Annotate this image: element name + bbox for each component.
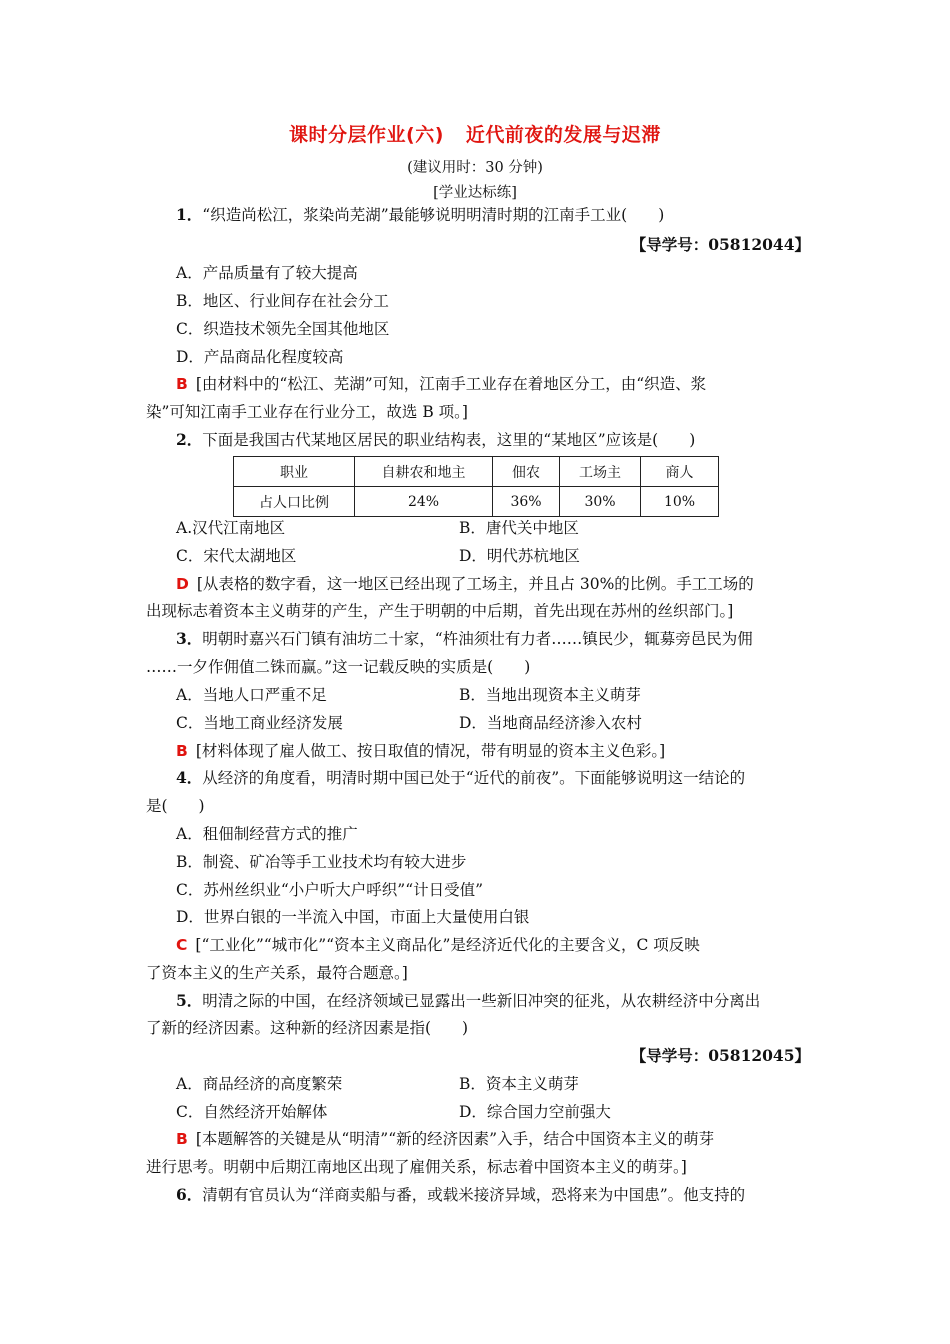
q4-option-c: C．苏州丝织业“小户听大户呼织”“计日受值” xyxy=(176,881,484,899)
section-heading: [学业达标练] xyxy=(433,185,517,201)
title-part2: 近代前夜的发展与迟滞 xyxy=(465,124,661,146)
q2-explanation-cont: 出现标志着资本主义萌芽的产生，产生于明朝的中后期，首先出现在苏州的丝织部门。] xyxy=(146,602,734,620)
q2-option-c: C．宋代太湖地区 xyxy=(176,547,297,565)
q3-answer: B xyxy=(176,742,188,760)
table-header-cell: 佃农 xyxy=(493,457,560,487)
q1-option-d: D．产品商品化程度较高 xyxy=(176,348,344,366)
question-3-stem: 3．明朝时嘉兴石门镇有油坊二十家，“杵油须壮有力者……镇民少，辄募旁邑民为佣 xyxy=(176,629,753,648)
q2-answer: D xyxy=(176,575,189,593)
q3-explanation: B [材料体现了雇人做工、按日取值的情况，带有明显的资本主义色彩。] xyxy=(176,742,666,760)
table-header-cell: 职业 xyxy=(234,457,355,487)
title-part1: 课时分层作业(六) xyxy=(289,124,444,146)
q1-option-a: A．产品质量有了较大提高 xyxy=(176,264,358,282)
q1-explanation-cont: 染”可知江南手工业存在行业分工，故选 B 项。] xyxy=(146,403,468,421)
q1-answer: B xyxy=(176,375,188,393)
q5-answer: B xyxy=(176,1130,188,1148)
guide-code-1: 【导学号：05812044】 xyxy=(630,235,810,254)
q4-option-a: A．租佃制经营方式的推广 xyxy=(176,825,358,843)
q2-option-a: A.汉代江南地区 xyxy=(176,519,286,537)
q3-option-c: C．当地工商业经济发展 xyxy=(176,714,343,732)
q3-option-a: A．当地人口严重不足 xyxy=(176,686,327,704)
q5-option-d: D．综合国力空前强大 xyxy=(459,1103,611,1121)
question-5-stem-cont: 了新的经济因素。这种新的经济因素是指( ) xyxy=(146,1019,469,1037)
q1-option-c: C．织造技术领先全国其他地区 xyxy=(176,320,390,338)
q1-option-b: B．地区、行业间存在社会分工 xyxy=(176,292,389,310)
q2-option-b: B．唐代关中地区 xyxy=(459,519,579,537)
table-header-cell: 自耕农和地主 xyxy=(355,457,493,487)
table-header-cell: 工场主 xyxy=(560,457,641,487)
q2-explanation: D [从表格的数字看，这一地区已经出现了工场主，并且占 30%的比例。手工工场的 xyxy=(176,575,754,593)
question-6-stem: 6．清朝有官员认为“洋商卖船与番，或载米接济异域，恐将来为中国患”。他支持的 xyxy=(176,1185,746,1204)
q4-answer: C xyxy=(176,936,188,954)
table-header-row xyxy=(234,457,719,487)
suggested-time: (建议用时：30 分钟) xyxy=(407,160,543,176)
q4-option-b: B．制瓷、矿冶等手工业技术均有较大进步 xyxy=(176,853,467,871)
q4-explanation-cont: 了资本主义的生产关系，最符合题意。] xyxy=(146,964,408,982)
q5-explanation-cont: 进行思考。明朝中后期江南地区出现了雇佣关系，标志着中国资本主义的萌芽。] xyxy=(146,1158,687,1176)
table-row xyxy=(234,487,719,517)
page-title xyxy=(0,120,950,147)
table-cell: 30% xyxy=(560,487,641,517)
question-3-stem-cont: ……一夕作佣值二铢而赢。”这一记载反映的实质是( ) xyxy=(146,658,531,676)
table-cell: 10% xyxy=(641,487,719,517)
q5-option-b: B．资本主义萌芽 xyxy=(459,1075,579,1093)
question-5-stem: 5．明清之际的中国，在经济领域已显露出一些新旧冲突的征兆，从农耕经济中分离出 xyxy=(176,991,761,1010)
q3-option-b: B．当地出现资本主义萌芽 xyxy=(459,686,641,704)
q4-option-d: D．世界白银的一半流入中国，市面上大量使用白银 xyxy=(176,908,530,926)
question-4-stem: 4．从经济的角度看，明清时期中国已处于“近代的前夜”。下面能够说明这一结论的 xyxy=(176,768,746,787)
table-cell: 36% xyxy=(493,487,560,517)
table-cell: 24% xyxy=(355,487,493,517)
q4-explanation: C [“工业化”“城市化”“资本主义商品化”是经济近代化的主要含义，C 项反映 xyxy=(176,936,700,954)
question-1-stem: 1．“织造尚松江，浆染尚芜湖”最能够说明明清时期的江南手工业( ) xyxy=(176,205,665,224)
q5-explanation: B [本题解答的关键是从“明清”“新的经济因素”入手，结合中国资本主义的萌芽 xyxy=(176,1130,715,1148)
table-cell: 占人口比例 xyxy=(234,487,355,517)
table-header-cell: 商人 xyxy=(641,457,719,487)
q5-option-c: C．自然经济开始解体 xyxy=(176,1103,328,1121)
occupation-table xyxy=(233,456,719,517)
q2-option-d: D．明代苏杭地区 xyxy=(459,547,580,565)
question-2-stem: 2．下面是我国古代某地区居民的职业结构表，这里的“某地区”应该是( ) xyxy=(176,430,696,449)
q3-option-d: D．当地商品经济渗入农村 xyxy=(459,714,642,732)
question-4-stem-cont: 是( ) xyxy=(146,797,205,815)
guide-code-2: 【导学号：05812045】 xyxy=(630,1046,810,1065)
q1-explanation: B [由材料中的“松江、芜湖”可知，江南手工业存在着地区分工，由“织造、浆 xyxy=(176,375,707,393)
q5-option-a: A．商品经济的高度繁荣 xyxy=(176,1075,343,1093)
